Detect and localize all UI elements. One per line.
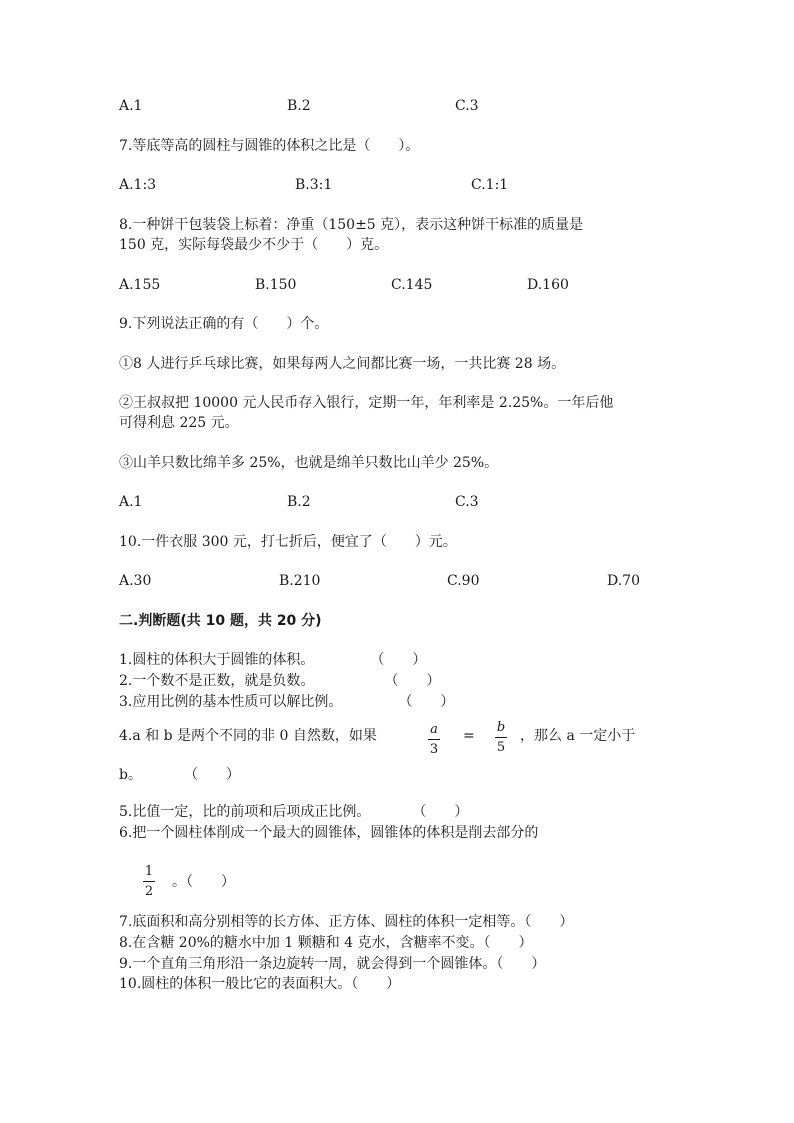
q8-option-a: A.155 xyxy=(119,277,161,293)
fraction-a-over-3 xyxy=(428,722,440,757)
judge-item-4-prefix: 4.a 和 b 是两个不同的非 0 自然数，如果 xyxy=(119,728,377,744)
q8-stem-line1: 8.一种饼干包装袋上标着：净重（150±5 克），表示这种饼干标准的质量是 xyxy=(119,217,584,233)
fraction-numerator: 1 xyxy=(144,864,154,879)
fraction-bar xyxy=(428,739,440,740)
q9-option-b: B.2 xyxy=(287,494,311,510)
fraction-numerator: a xyxy=(430,722,438,737)
judge-item-5: 5.比值一定，比的前项和后项成正比例。 （ ） xyxy=(119,804,469,820)
q10-option-d: D.70 xyxy=(607,573,640,589)
q9-statement-2-line2: 可得利息 225 元。 xyxy=(119,415,239,431)
q6-option-a: A.1 xyxy=(119,98,143,114)
q9-stem: 9.下列说法正确的有（ ）个。 xyxy=(119,316,329,332)
q7-stem: 7.等底等高的圆柱与圆锥的体积之比是（ ）。 xyxy=(119,138,420,154)
q6-option-b: B.2 xyxy=(287,98,311,114)
judge-item-8: 8.在含糖 20%的糖水中加 1 颗糖和 4 克水，含糖率不变。（ ） xyxy=(119,935,533,951)
q8-stem-line2: 150 克，实际每袋最少不少于（ ）克。 xyxy=(119,237,389,253)
q9-statement-3: ③山羊只数比绵羊多 25%，也就是绵羊只数比山羊少 25%。 xyxy=(119,455,499,471)
judge-item-3: 3.应用比例的基本性质可以解比例。 （ ） xyxy=(119,694,455,710)
judge-item-6: 6.把一个圆柱体削成一个最大的圆锥体，圆锥体的体积是削去部分的 xyxy=(119,825,539,841)
q7-option-b: B.3:1 xyxy=(295,177,333,193)
q10-option-c: C.90 xyxy=(447,573,480,589)
q8-option-c: C.145 xyxy=(391,277,433,293)
judge-item-7: 7.底面积和高分别相等的长方体、正方体、圆柱的体积一定相等。（ ） xyxy=(119,914,574,930)
judge-item-1: 1.圆柱的体积大于圆锥的体积。 （ ） xyxy=(119,652,427,668)
judge-item-6-answer: 。（ ） xyxy=(172,874,235,890)
fraction-denominator: 5 xyxy=(496,740,506,755)
q9-statement-1: ①8 人进行乒乓球比赛，如果每两人之间都比赛一场，一共比赛 28 场。 xyxy=(119,356,566,372)
judge-item-9: 9.一个直角三角形沿一条边旋转一周，就会得到一个圆锥体。（ ） xyxy=(119,956,546,972)
q8-option-b: B.150 xyxy=(255,277,297,293)
fraction-numerator: b xyxy=(496,720,506,735)
q8-option-d: D.160 xyxy=(527,277,569,293)
section-title: 二.判断题(共 10 题，共 20 分) xyxy=(119,613,322,629)
fraction-one-half xyxy=(143,864,155,899)
fraction-denominator: 2 xyxy=(144,884,154,899)
q6-option-c: C.3 xyxy=(455,98,479,114)
equals-sign: = xyxy=(463,728,475,744)
q9-option-c: C.3 xyxy=(455,494,479,510)
q9-statement-2-line1: ②王叔叔把 10000 元人民币存入银行，定期一年，年利率是 2.25%。一年后他 xyxy=(119,395,614,411)
fraction-bar xyxy=(143,881,155,882)
q10-stem: 10.一件衣服 300 元，打七折后，便宜了（ ）元。 xyxy=(119,534,457,550)
fraction-b-over-5 xyxy=(495,720,507,755)
fraction-bar xyxy=(495,737,507,738)
q10-option-a: A.30 xyxy=(119,573,152,589)
fraction-denominator: 3 xyxy=(429,742,439,757)
judge-item-10: 10.圆柱的体积一般比它的表面积大。（ ） xyxy=(119,976,401,992)
judge-item-4-line2: b。 （ ） xyxy=(119,767,240,783)
q9-option-a: A.1 xyxy=(119,494,143,510)
q10-option-b: B.210 xyxy=(279,573,321,589)
judge-item-4-suffix: ，那么 a 一定小于 xyxy=(520,728,636,744)
q7-option-c: C.1:1 xyxy=(471,177,509,193)
q7-option-a: A.1:3 xyxy=(119,177,157,193)
judge-item-2: 2.一个数不是正数，就是负数。 （ ） xyxy=(119,673,441,689)
